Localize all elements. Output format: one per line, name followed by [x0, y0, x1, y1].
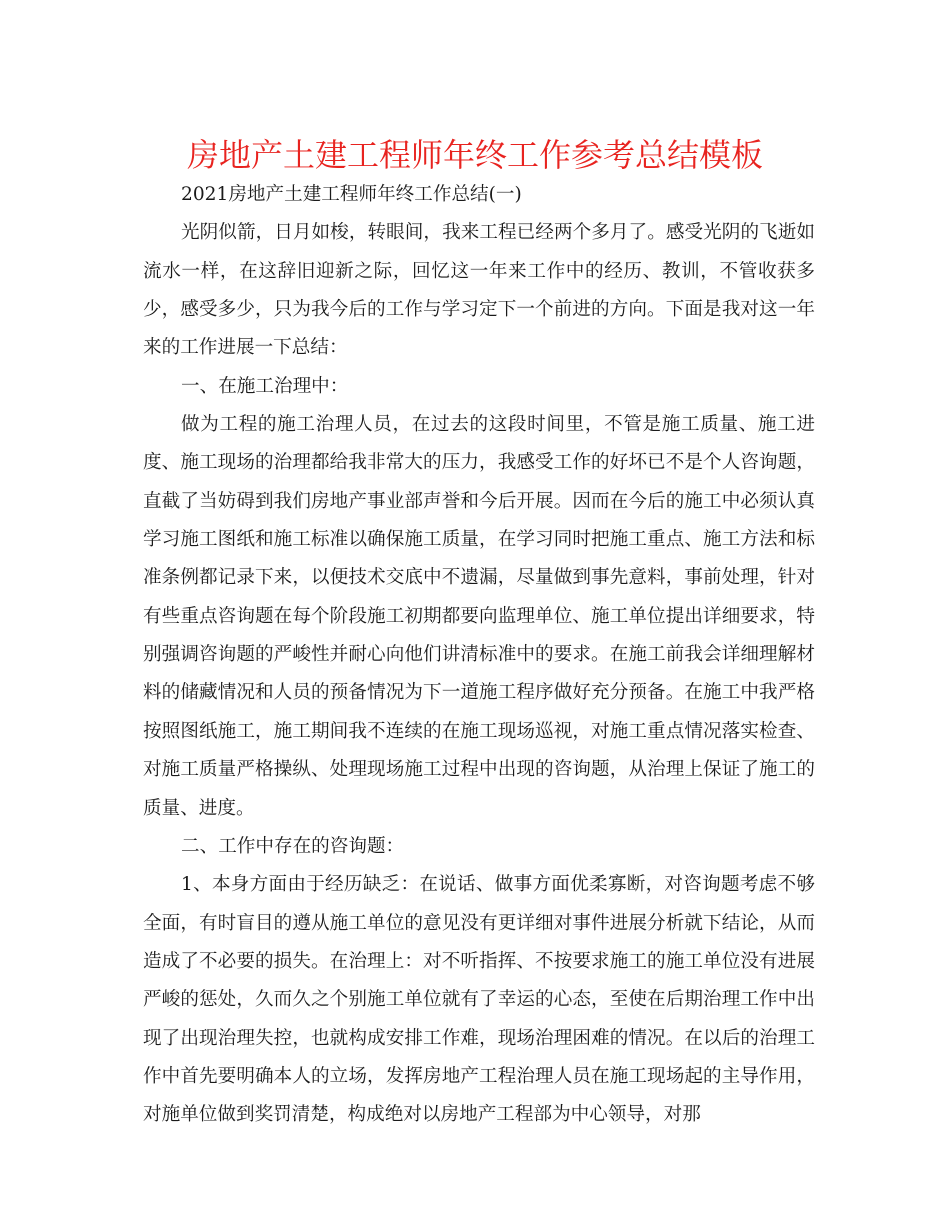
paragraph-intro: 光阴似箭，日月如梭，转眼间，我来工程已经两个多月了。感受光阴的飞逝如流水一样，在这辞旧迎新之际，回忆这一年来工作中的经历、教训，不管收获多少，感受多少，只为我今后的工作与学习定下一个前进的方向。下面是我对这一年来的工作进展一下总结：	[143, 222, 815, 359]
document-title: 房地产土建工程师年终工作参考总结模板	[186, 136, 763, 174]
document-subtitle: 2021房地产土建工程师年终工作总结(一)	[181, 184, 522, 205]
section-heading-existing-problems: 二、工作中存在的咨询题：	[181, 835, 405, 857]
paragraph-construction-management: 做为工程的施工治理人员，在过去的这段时间里，不管是施工质量、施工进度、施工现场的治理都给我非常大的压力，我感受工作的好坏已不是个人咨询题，直截了当妨碍到我们房地产事业部声誉和今后开展。因而在今后的施工中必须认真学习施工图纸和施工标准以确保施工质量，在学习同时把施工重点、施工方法和标准条例都记录下来，以便技术交底中不遗漏，尽量做到事先意料，事前处理，针对有些重点咨询题在每个阶段施工初期都要向监理单位、施工单位提出详细要求，特别强调咨询题的严峻性并耐心向他们讲清标准中的要求。在施工前我会详细理解材料的储藏情况和人员的预备情况为下一道施工程序做好充分预备。在施工中我严格按照图纸施工，施工期间我不连续的在施工现场巡视，对施工重点情况落实检查、对施工质量严格操纵、处理现场施工过程中出现的咨询题，从治理上保证了施工的质量、进度。	[143, 414, 815, 819]
section-heading-construction-management: 一、在施工治理中：	[181, 375, 349, 397]
paragraph-existing-problems: 1、本身方面由于经历缺乏：在说话、做事方面优柔寡断，对咨询题考虑不够全面，有时盲目的遵从施工单位的意见没有更详细对事件进展分析就下结论，从而造成了不必要的损失。在治理上：对不听指挥、不按要求施工的施工单位没有进展严峻的惩处，久而久之个别施工单位就有了幸运的心态，至使在后期治理工作中出现了出现治理失控，也就构成安排工作难，现场治理困难的情况。在以后的治理工作中首先要明确本人的立场，发挥房地产工程治理人员在施工现场起的主导作用，对施单位做到奖罚清楚，构成绝对以房地产工程部为中心领导，对那	[143, 874, 815, 1126]
document-body	[143, 176, 815, 1135]
